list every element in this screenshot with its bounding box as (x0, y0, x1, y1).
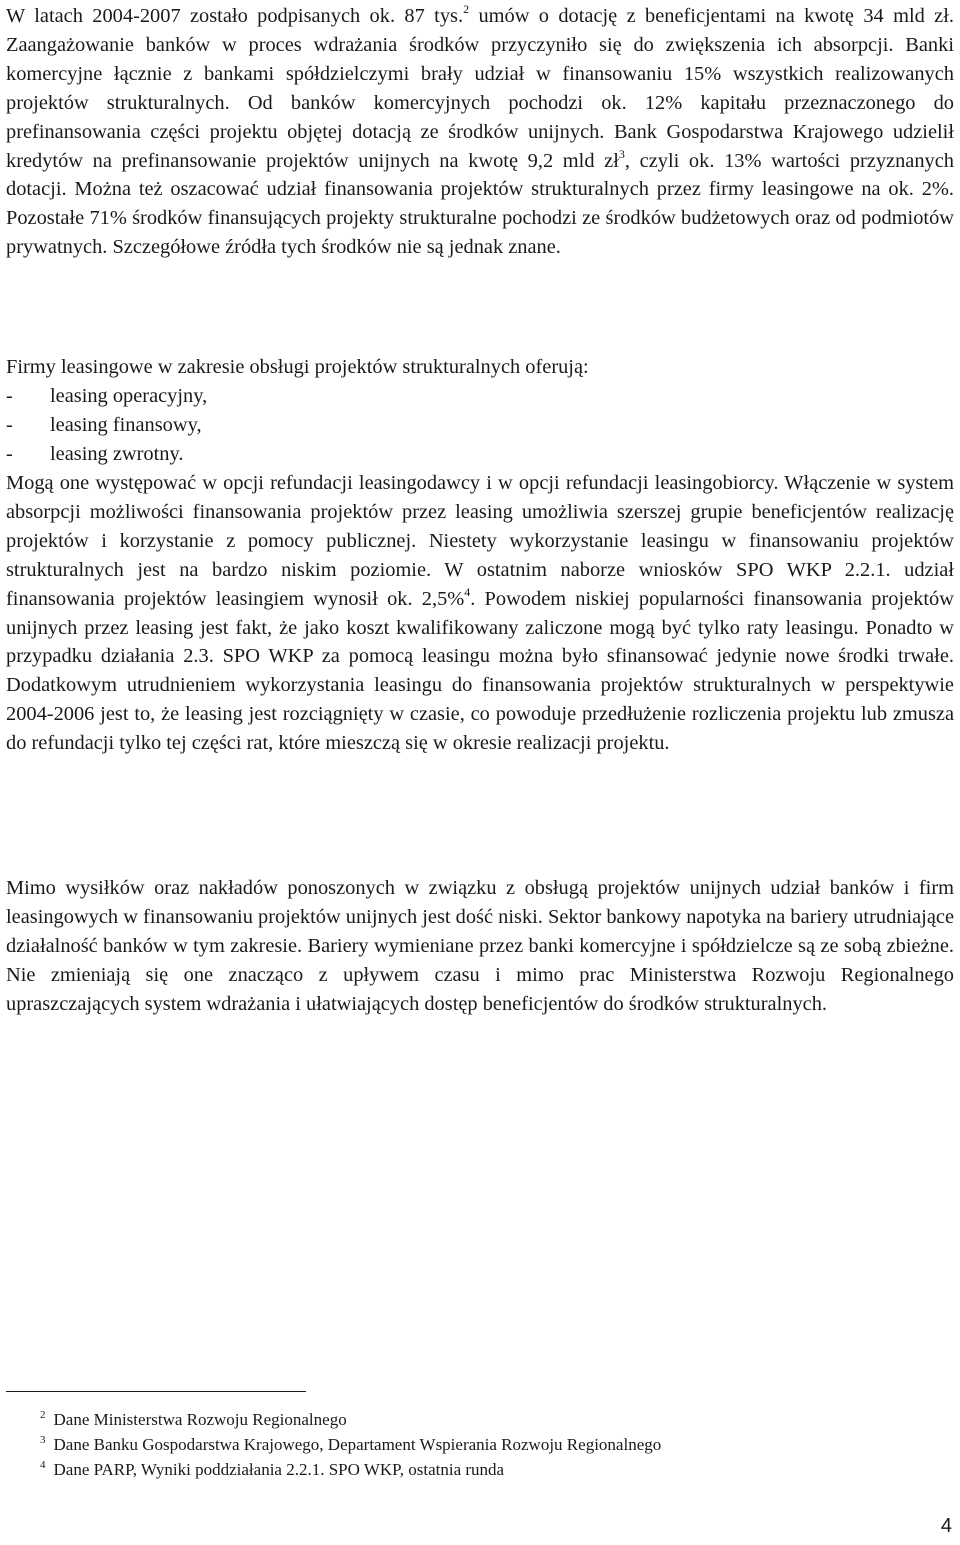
footnote-text: Dane PARP, Wyniki poddziałania 2.2.1. SPO WKP, ostatnia runda (53, 1460, 505, 1479)
paragraph-financing-sources (6, 2, 954, 262)
paragraph-text: W latach 2004-2007 zostało podpisanych ok. 87 tys. (6, 5, 464, 27)
leasing-types-list (6, 382, 906, 469)
footnote-4 (40, 1457, 920, 1482)
footnote-text: Dane Banku Gospodarstwa Krajowego, Departament Wspierania Rozwoju Regionalnego (53, 1435, 662, 1454)
list-item-text: leasing operacyjny, (50, 385, 208, 407)
footnote-number: 2 (40, 1409, 46, 1421)
paragraph-text: , czyli ok. 13% wartości przyznanych dotacji. Można też oszacować udział finansowania projektów strukturalnych przez firmy leasingowe na ok. 2%. Pozostałe 71% środków finansujących projekty strukturalne pochodzi ze środków budżetowych oraz od podmiotów prywatnych. Szczegółowe źródła tych środków nie są jednak znane. (6, 149, 954, 259)
footnote-ref-4: 4 (464, 584, 471, 599)
list-item (6, 411, 906, 440)
paragraph-text: Mogą one występować w opcji refundacji leasingodawcy i w opcji refundacji leasingobiorcy. Włączenie w system absorpcji możliwości finansowania projektów przez leasing umożliwia szerszej grupie beneficjentów realizację projektów i korzystanie z pomocy publicznej. Niestety wykorzystanie leasingu w finansowaniu projektów strukturalnych jest na bardzo niskim poziomie. W ostatnim naborze wniosków SPO WKP 2.2.1. udział finansowania projektów leasingiem wynosił ok. 2,5% (6, 472, 954, 610)
list-marker: - (6, 442, 13, 465)
paragraph-text: Mimo wysiłków oraz nakładów ponoszonych w związku z obsługą projektów unijnych udział banków i firm leasingowych w finansowaniu projektów unijnych jest dość niski. Sektor bankowy napotyka na bariery utrudniające działalność banków w tym zakresie. Bariery wymieniane przez banki komercyjne i spółdzielcze są ze sobą zbieżne. Nie zmieniają się one znacząco z upływem czasu i mimo prac Ministerstwa Rozwoju Regionalnego upraszczających system wdrażania i ułatwiających dostęp beneficjentów do środków strukturalnych. (6, 877, 954, 1015)
footnote-number: 4 (40, 1459, 46, 1471)
footnote-ref-2: 2 (463, 2, 470, 16)
paragraph-text: Firmy leasingowe w zakresie obsługi projektów strukturalnych oferują: (6, 356, 589, 378)
list-marker: - (6, 413, 13, 436)
list-item (6, 382, 906, 411)
page-number: 4 (940, 1515, 952, 1537)
list-marker: - (6, 385, 13, 407)
footnotes (40, 1407, 920, 1482)
paragraph-text: umów o dotację z beneficjentami na kwotę 34 mld zł. Zaangażowanie banków w proces wdrażania środków przyczyniło się do zwiększenia ich absorpcji. Banki komercyjne łącznie z bankami spółdzielczymi brały udział w finansowaniu 15% wszystkich realizowanych projektów strukturalnych. Od banków komercyjnych pochodzi ok. 12% kapitału przeznaczonego do prefinansowania części projektu objętej dotacją ze środków unijnych. Bank Gospodarstwa Krajowego udzielił kredytów na prefinansowanie projektów unijnych na kwotę 9,2 mld zł (6, 5, 954, 172)
footnote-number: 3 (40, 1434, 46, 1446)
footnote-2 (40, 1407, 920, 1432)
list-item-text: leasing zwrotny. (50, 442, 184, 465)
leasing-intro (6, 353, 954, 382)
paragraph-barriers (6, 874, 954, 1019)
list-item (6, 440, 906, 469)
list-item-text: leasing finansowy, (50, 413, 202, 436)
footnote-text: Dane Ministerstwa Rozwoju Regionalnego (53, 1410, 347, 1429)
footnote-separator (6, 1391, 306, 1392)
footnote-3 (40, 1432, 920, 1457)
footnote-ref-3: 3 (618, 146, 625, 161)
paragraph-text: . Powodem niskiej popularności finansowania projektów unijnych przez leasing jest fakt, że jako koszt kwalifikowany zaliczone mogą być tylko raty leasingu. Ponadto w przypadku działania 2.3. SPO WKP za pomocą leasingu można było sfinansować jedynie nowe środki trwałe. Dodatkowym utrudnieniem wykorzystania leasingu do finansowania projektów strukturalnych w perspektywie 2004-2006 jest to, że leasing jest rozciągnięty w czasie, co powoduje przedłużenie rozliczenia projektu lub zmusza do refundacji tylko tej części rat, które mieszczą się w okresie realizacji projektu. (6, 587, 954, 755)
paragraph-leasing (6, 469, 954, 758)
